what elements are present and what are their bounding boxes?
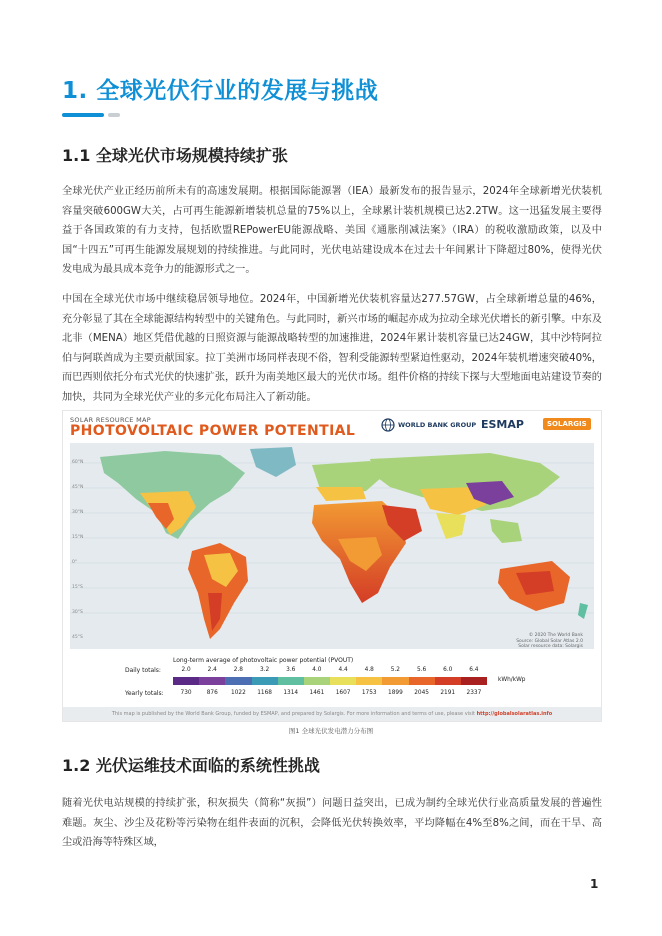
- daily-tick: 4.8: [364, 667, 374, 673]
- daily-tick: 3.2: [259, 667, 270, 673]
- map-copyright: © 2020 The World Bank Source: Global Solar Atlas 2.0 Solar resource data: Solargis: [516, 633, 583, 649]
- daily-tick: 4.0: [312, 667, 322, 673]
- daily-tick: 5.2: [390, 667, 401, 673]
- yearly-tick: 1607: [335, 690, 351, 696]
- latitude-label: 45°N: [72, 485, 84, 490]
- yearly-totals-label: Yearly totals:: [125, 690, 164, 697]
- latitude-label: 30°S: [72, 610, 83, 615]
- yearly-tick: 1461: [309, 690, 325, 696]
- daily-tick: 6.0: [443, 667, 453, 673]
- page-number: 1: [590, 877, 599, 891]
- daily-tick: 3.6: [286, 667, 296, 673]
- figure-caption: 图1 全球光伏发电潜力分布图: [288, 727, 374, 735]
- heading-accent-bar-secondary: [108, 113, 120, 117]
- section-1-2-heading: 1.2 光伏运维技术面临的系统性挑战: [62, 756, 320, 775]
- section-1-2-paragraph-1: 随着光伏电站规模的持续扩张，积灰损失（简称“灰损”）问题日益突出，已成为制约全球光伏行业高质量发展的普遍性难题。灰尘、沙尘及花粉等污染物在组件表面的沉积，会降低光伏转换效率，平均降幅在4%至8%之间，而在干旱、高尘或沿海等特殊区域，: [62, 798, 602, 848]
- map-footer-text: This map is published by the World Bank Group, funded by ESMAP, and prepared by Solargis. For more information and terms of use, please visit: [111, 711, 476, 717]
- colorbar-swatch: [304, 677, 330, 685]
- atlas-link[interactable]: http://globalsolaratlas.info: [476, 711, 553, 717]
- colorbar-swatch: [278, 677, 304, 685]
- daily-tick: 2.8: [233, 667, 244, 673]
- pv-potential-map-figure: [62, 410, 602, 722]
- latitude-label: 30°N: [72, 510, 84, 515]
- world-bank-logo-text: WORLD BANK GROUP: [398, 421, 477, 429]
- colorbar-swatch: [225, 677, 251, 685]
- section-1-1-paragraph-1: 全球光伏产业正经历前所未有的高速发展期。根据国际能源署（IEA）最新发布的报告显示，2024年全球新增光伏装机容量突破600GW大关，占可再生能源新增装机总量的75%以上，全球累计装机规模已达2.2TW。这一迅猛发展主要得益于各国政策的有力支持，包括欧盟REPowerEU能源战略、美国《通胀削减法案》（IRA）的税收激励政策，以及中国“十四五”可再生能源发展规划的持续推进。与此同时，光伏电站建设成本在过去十年间累计下降超过80%，使得光伏发电成为最具成本竞争力的能源形式之一。: [62, 186, 602, 275]
- daily-tick: 2.0: [181, 667, 191, 673]
- pvout-colorbar: [173, 677, 487, 685]
- colorbar-swatch: [199, 677, 225, 685]
- world-solar-map: [70, 443, 594, 649]
- legend-unit: kWh/kWp: [498, 677, 526, 683]
- colorbar-swatch: [173, 677, 199, 685]
- daily-tick: 5.6: [416, 667, 427, 673]
- latitude-label: 0°: [72, 560, 78, 565]
- colorbar-swatch: [252, 677, 278, 685]
- latitude-label: 60°N: [72, 460, 84, 465]
- section-1-1-heading: 1.1 全球光伏市场规模持续扩张: [62, 146, 288, 165]
- yearly-tick: 1314: [283, 690, 299, 696]
- world-bank-logo: [381, 418, 476, 432]
- yearly-tick: 2045: [414, 690, 429, 696]
- colorbar-swatch: [330, 677, 356, 685]
- latitude-label: 15°S: [72, 585, 83, 590]
- daily-tick: 6.4: [469, 667, 479, 673]
- latitude-label: 45°S: [72, 635, 83, 640]
- heading-accent-bar: [62, 113, 104, 117]
- legend-caption: Long-term average of photovoltaic power potential (PVOUT): [173, 657, 354, 664]
- yearly-tick: 1753: [361, 690, 377, 696]
- chapter-heading: 1. 全球光伏行业的发展与挑战: [62, 78, 379, 104]
- yearly-tick: 730: [180, 690, 192, 696]
- yearly-tick: 2191: [440, 690, 456, 696]
- yearly-tick: 1168: [257, 690, 272, 696]
- colorbar-swatch: [409, 677, 435, 685]
- daily-tick: 4.4: [338, 667, 348, 673]
- yearly-tick: 1899: [388, 690, 403, 696]
- map-subtitle: SOLAR RESOURCE MAP: [70, 416, 151, 424]
- globe-icon: [381, 418, 395, 432]
- map-footer: [63, 707, 601, 721]
- world-map-image: [70, 443, 594, 649]
- section-1-1-paragraph-2: 中国在全球光伏市场中继续稳居领导地位。2024年，中国新增光伏装机容量达277.57GW，占全球新增总量的46%，充分彰显了其在全球能源结构转型中的关键角色。与此同时，新兴市场的崛起亦成为拉动全球光伏增长的新引擎。中东及北非（MENA）地区凭借优越的日照资源与能源战略转型的加速推进，2024年累计装机容量已达24GW，其中沙特阿拉伯与阿联酋成为主要贡献国家。拉丁美洲市场同样表现不俗，智利受能源转型紧迫性驱动，2024年装机增速突破40%，而巴西则依托分布式光伏的快速扩张，跃升为南美地区最大的光伏市场。组件价格的持续下探与大型地面电站建设节奏的加快，共同为全球光伏产业的多元化布局注入了新动能。: [62, 294, 602, 403]
- colorbar-swatch: [461, 677, 487, 685]
- yearly-tick: 876: [206, 690, 218, 696]
- daily-totals-label: Daily totals:: [125, 667, 161, 674]
- map-title: PHOTOVOLTAIC POWER POTENTIAL: [70, 423, 356, 439]
- yearly-tick: 1022: [231, 690, 246, 696]
- daily-tick: 2.4: [207, 667, 217, 673]
- latitude-label: 15°N: [72, 535, 84, 540]
- colorbar-swatch: [435, 677, 461, 685]
- colorbar-swatch: [356, 677, 382, 685]
- colorbar-swatch: [382, 677, 408, 685]
- esmap-logo: ESMAP: [481, 418, 524, 431]
- solargis-logo: SOLARGIS: [543, 418, 591, 430]
- yearly-tick: 2337: [466, 690, 482, 696]
